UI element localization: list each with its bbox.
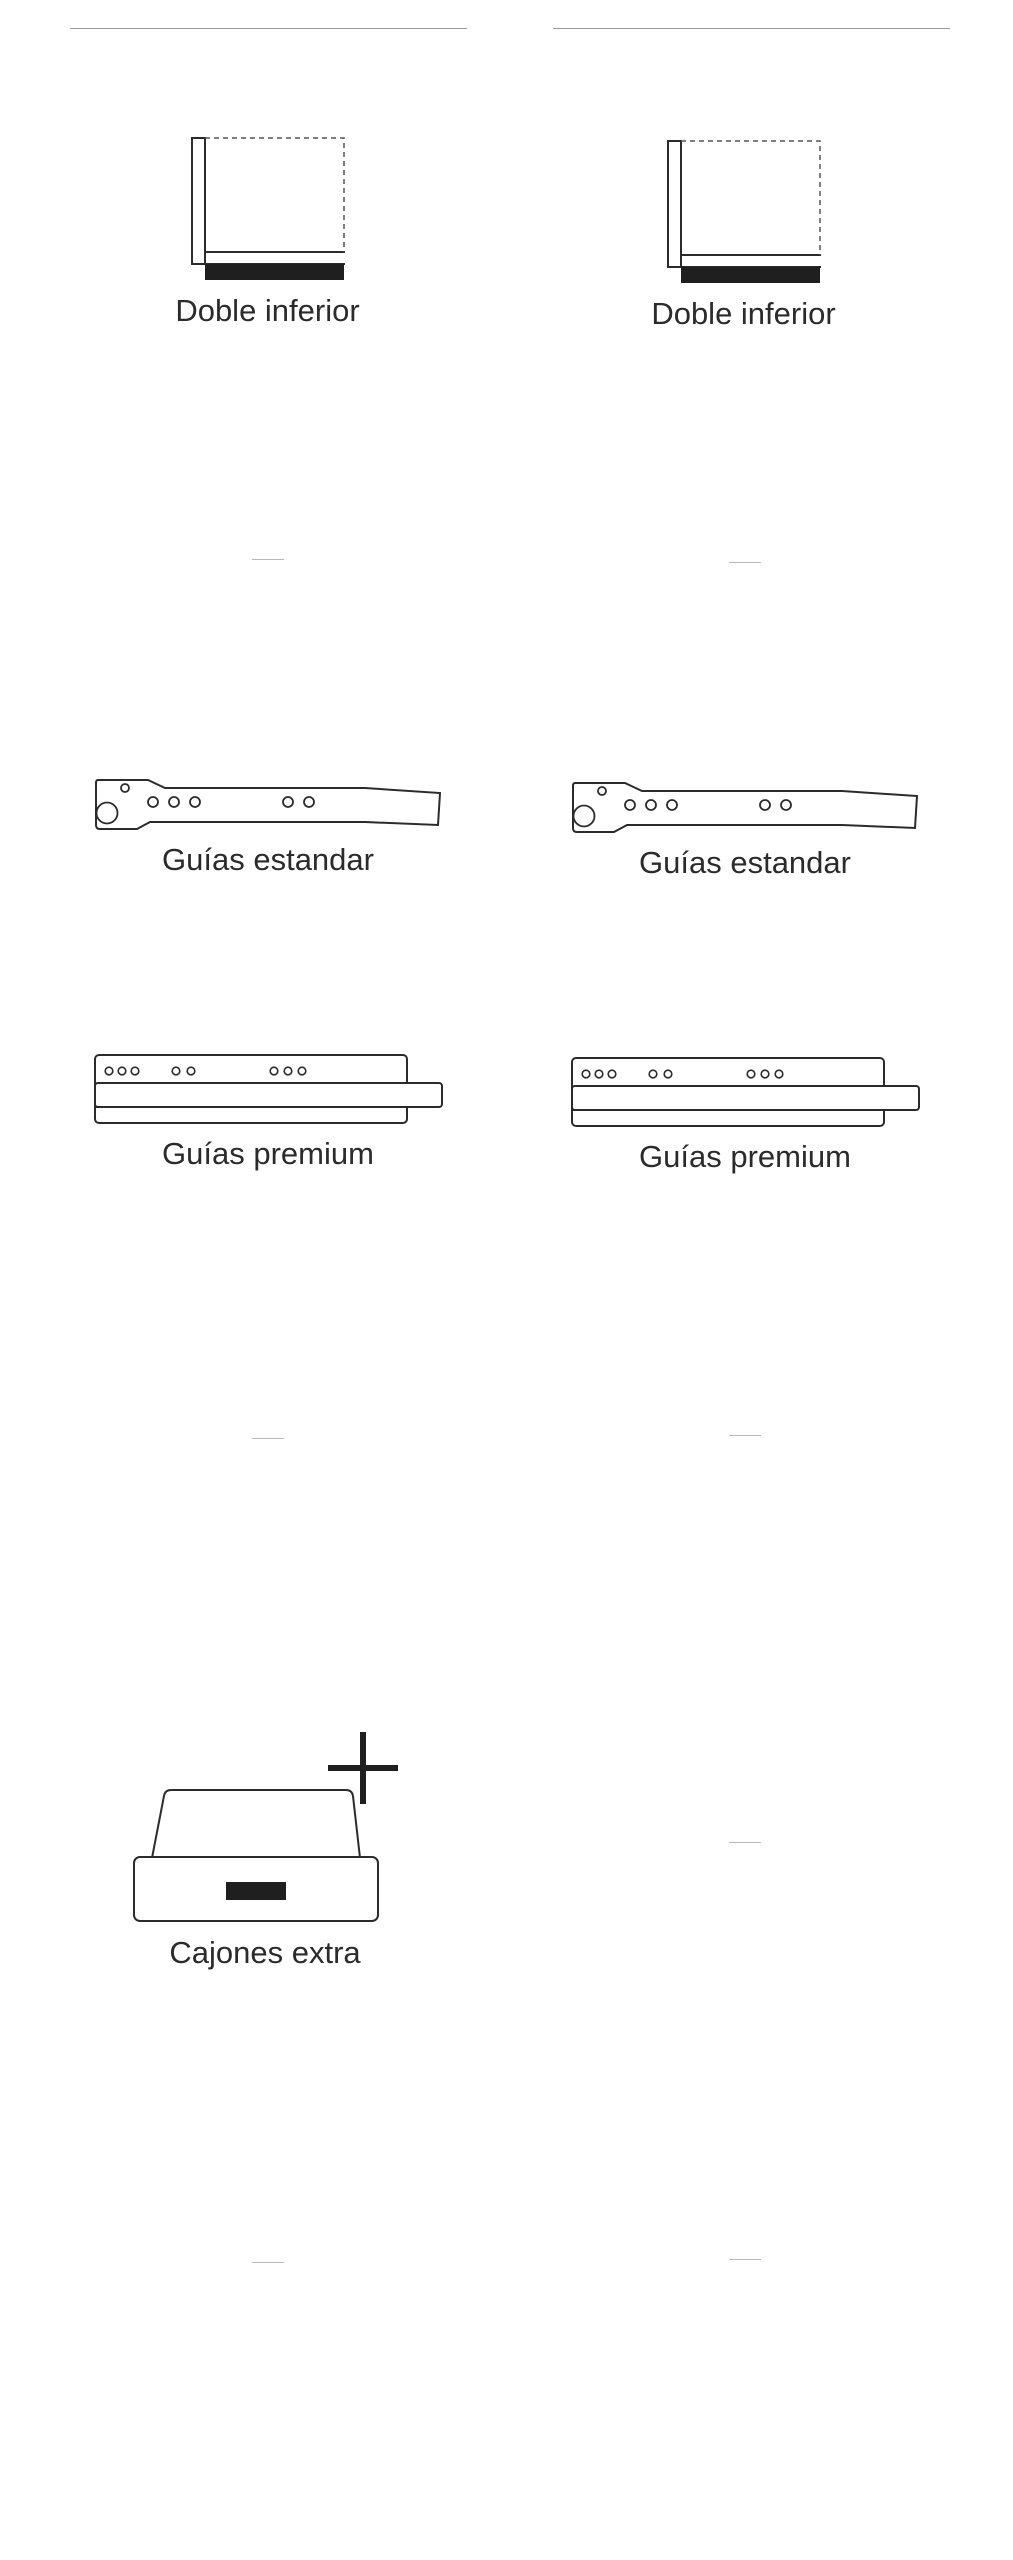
doble-inferior-label: Doble inferior	[175, 293, 360, 328]
standard-slide-icon	[567, 773, 927, 843]
placeholder-dash	[729, 1435, 761, 1436]
option-guias-estandar-right[interactable]	[567, 773, 927, 893]
guias-estandar-label: Guías estandar	[639, 845, 851, 880]
double-bottom-icon	[606, 133, 881, 293]
double-bottom-icon	[130, 130, 405, 290]
standard-slide-icon	[90, 770, 450, 840]
guias-premium-label: Guías premium	[162, 1136, 374, 1171]
premium-slide-icon	[567, 1053, 927, 1133]
placeholder-dash	[252, 2262, 284, 2263]
option-doble-inferior-left[interactable]	[130, 130, 405, 340]
plus-icon	[120, 1720, 420, 1820]
option-guias-estandar-left[interactable]	[90, 770, 450, 890]
placeholder-dash	[252, 559, 284, 560]
premium-slide-icon	[90, 1050, 450, 1130]
placeholder-dash	[729, 1842, 761, 1843]
cajones-extra-label: Cajones extra	[169, 1935, 361, 1970]
placeholder-dash	[729, 562, 761, 563]
top-divider-left	[70, 28, 467, 29]
top-divider-right	[553, 28, 950, 29]
option-guias-premium-right[interactable]	[567, 1053, 927, 1183]
option-doble-inferior-right[interactable]	[606, 133, 881, 343]
guias-estandar-label: Guías estandar	[162, 842, 374, 877]
placeholder-dash	[252, 1438, 284, 1439]
guias-premium-label: Guías premium	[639, 1139, 851, 1174]
doble-inferior-label: Doble inferior	[651, 296, 836, 331]
option-guias-premium-left[interactable]	[90, 1050, 450, 1180]
option-cajones-extra-left[interactable]	[120, 1720, 420, 1970]
placeholder-dash	[729, 2259, 761, 2260]
